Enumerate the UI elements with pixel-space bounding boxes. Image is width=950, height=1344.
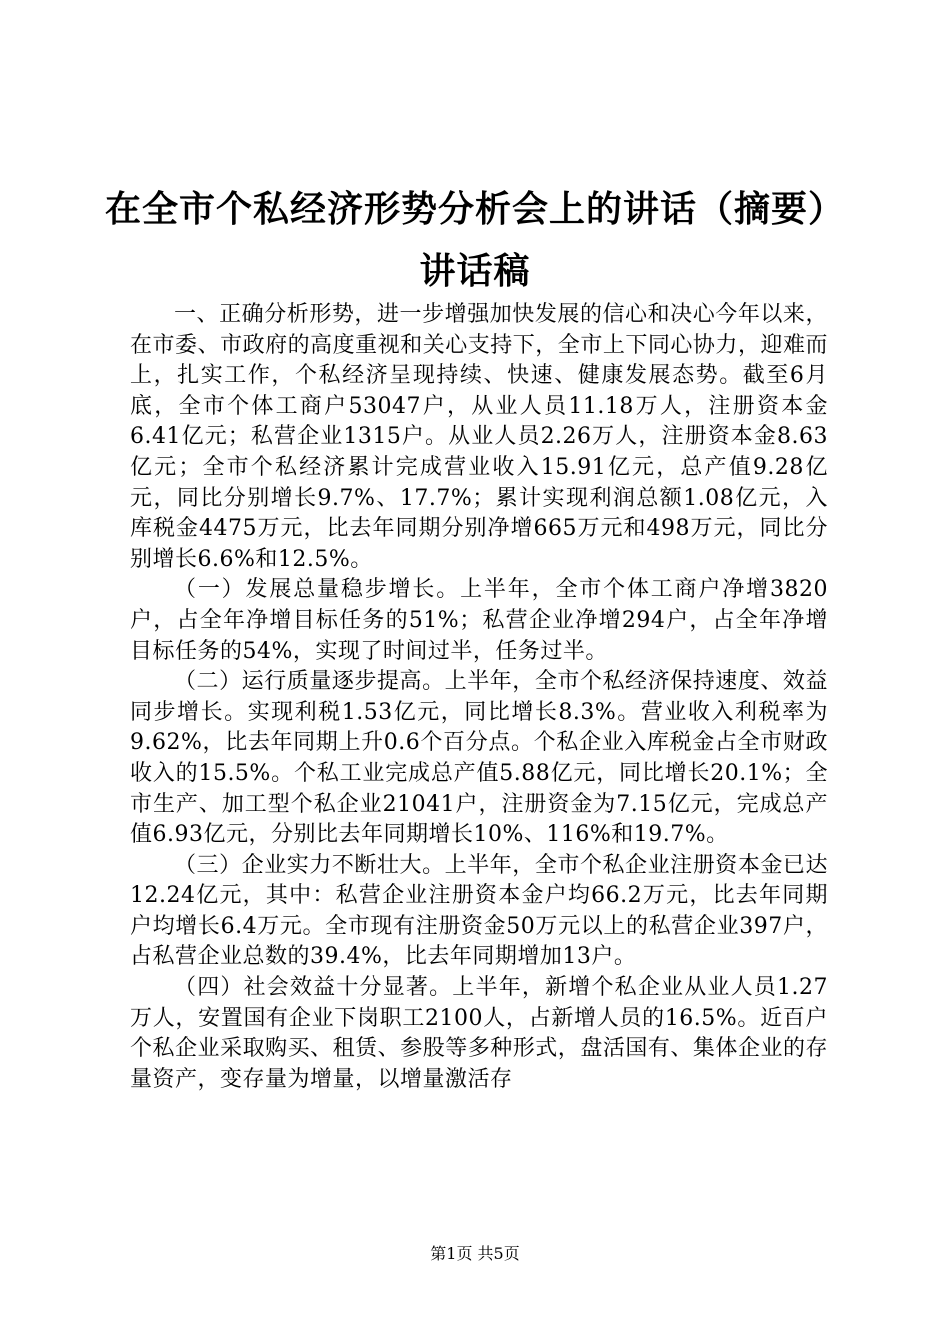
document-title-line2: 讲话稿 — [419, 251, 531, 292]
paragraph: （四）社会效益十分显著。上半年，新增个私企业从业人员1.27万人，安置国有企业下岗职工2100人，占新增人员的16.5%。近百户个私企业采取购买、租赁、参股等多种形式，盘活国有、集体企业的存量资产，变存量为增量，以增量激活存 — [130, 975, 828, 1092]
page-number-footer: 第1页 共5页 — [430, 1244, 520, 1263]
paragraph: 一、正确分析形势，进一步增强加快发展的信心和决心今年以来，在市委、市政府的高度重视和关心支持下，全市上下同心协力，迎难而上，扎实工作，个私经济呈现持续、快速、健康发展态势。截至6月底，全市个体工商户53047户，从业人员11.18万人，注册资本金6.41亿元；私营企业1315户。从业人员2.26万人，注册资本金8.63亿元；全市个私经济累计完成营业收入15.91亿元，总产值9.28亿元，同比分别增长9.7%、17.7%；累计实现利润总额1.08亿元，入库税金4475万元，比去年同期分别净增665万元和498万元，同比分别增长6.6%和12.5%。 — [130, 302, 828, 572]
paragraph: （一）发展总量稳步增长。上半年，全市个体工商户净增3820户，占全年净增目标任务的51%；私营企业净增294户，占全年净增目标任务的54%，实现了时间过半，任务过半。 — [130, 577, 828, 664]
paragraph: （三）企业实力不断壮大。上半年，全市个私企业注册资本金已达12.24亿元，其中：私营企业注册资本金户均66.2万元，比去年同期户均增长6.4万元。全市现有注册资金50万元以上的私营企业397户，占私营企业总数的39.4%，比去年同期增加13户。 — [130, 852, 828, 970]
document-title: 在全市个私经济形势分析会上的讲话（摘要） — [104, 189, 845, 230]
paragraph: （二）运行质量逐步提高。上半年，全市个私经济保持速度、效益同步增长。实现利税1.53亿元，同比增长8.3%。营业收入利税率为9.62%，比去年同期上升0.6个百分点。个私企业入库税金占全市财政收入的15.5%。个私工业完成总产值5.88亿元，同比增长20.1%；全市生产、加工型个私企业21041户，注册资金为7.15亿元，完成总产值6.93亿元，分别比去年同期增长10%、116%和19.7%。 — [130, 669, 828, 848]
document-body — [130, 300, 828, 1095]
